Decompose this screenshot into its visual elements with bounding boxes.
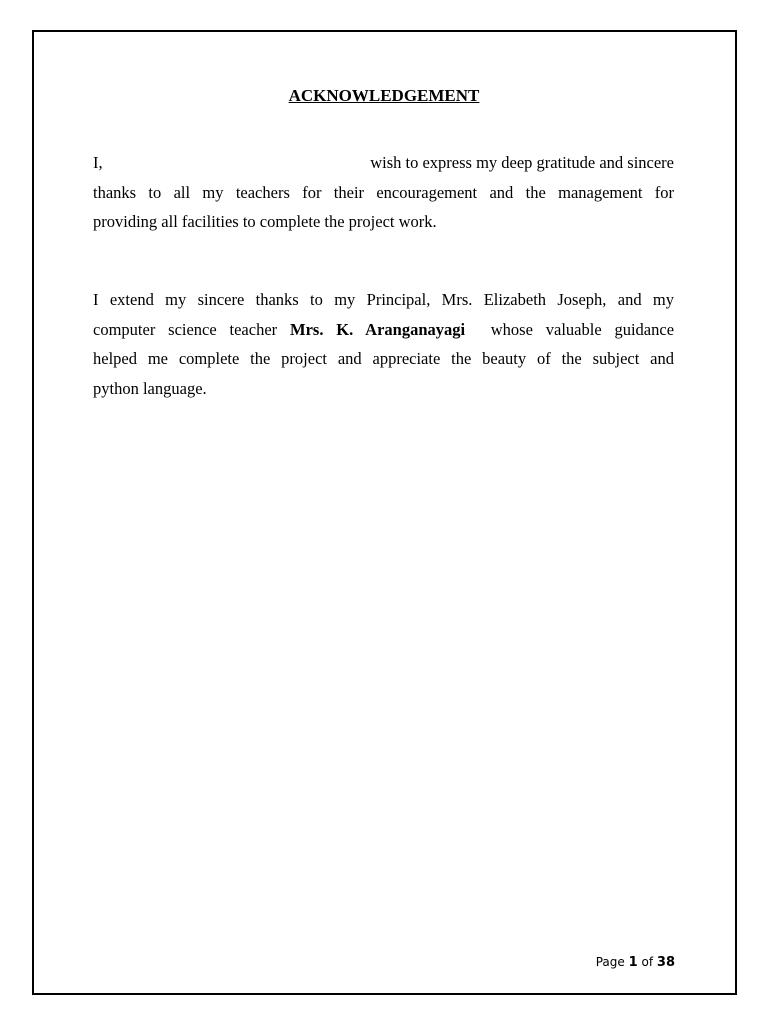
paragraph-text: whose valuable guidance (490, 319, 675, 339)
total-pages-number: 38 (656, 955, 675, 970)
paragraph-line (93, 148, 674, 178)
acknowledgement-paragraph-1 (93, 148, 674, 237)
page-label: Page (595, 955, 625, 969)
paragraph-line: I extend my sincere thanks to my Principal, Mrs. Elizabeth Joseph, and my (93, 290, 674, 309)
of-label: of (641, 955, 654, 969)
teacher-name: Mrs. K. Aranganayagi (290, 319, 466, 339)
paragraph-text: computer science teacher (93, 319, 278, 339)
paragraph-line: helped me complete the project and appreciate the beauty of the subject and (93, 349, 674, 368)
paragraph-line: providing all facilities to complete the project work. (93, 212, 437, 231)
current-page-number: 1 (628, 955, 638, 970)
page-title: ACKNOWLEDGEMENT (288, 86, 480, 105)
acknowledgement-paragraph-2 (93, 285, 674, 403)
paragraph-line: thanks to all my teachers for their encouragement and the management for (93, 182, 674, 202)
page-number-footer (596, 955, 675, 970)
paragraph-line (93, 315, 674, 345)
paragraph-text: wish to express my deep gratitude and sincere (370, 153, 674, 172)
paragraph-line: python language. (93, 378, 207, 398)
paragraph-text: I, (93, 153, 103, 172)
